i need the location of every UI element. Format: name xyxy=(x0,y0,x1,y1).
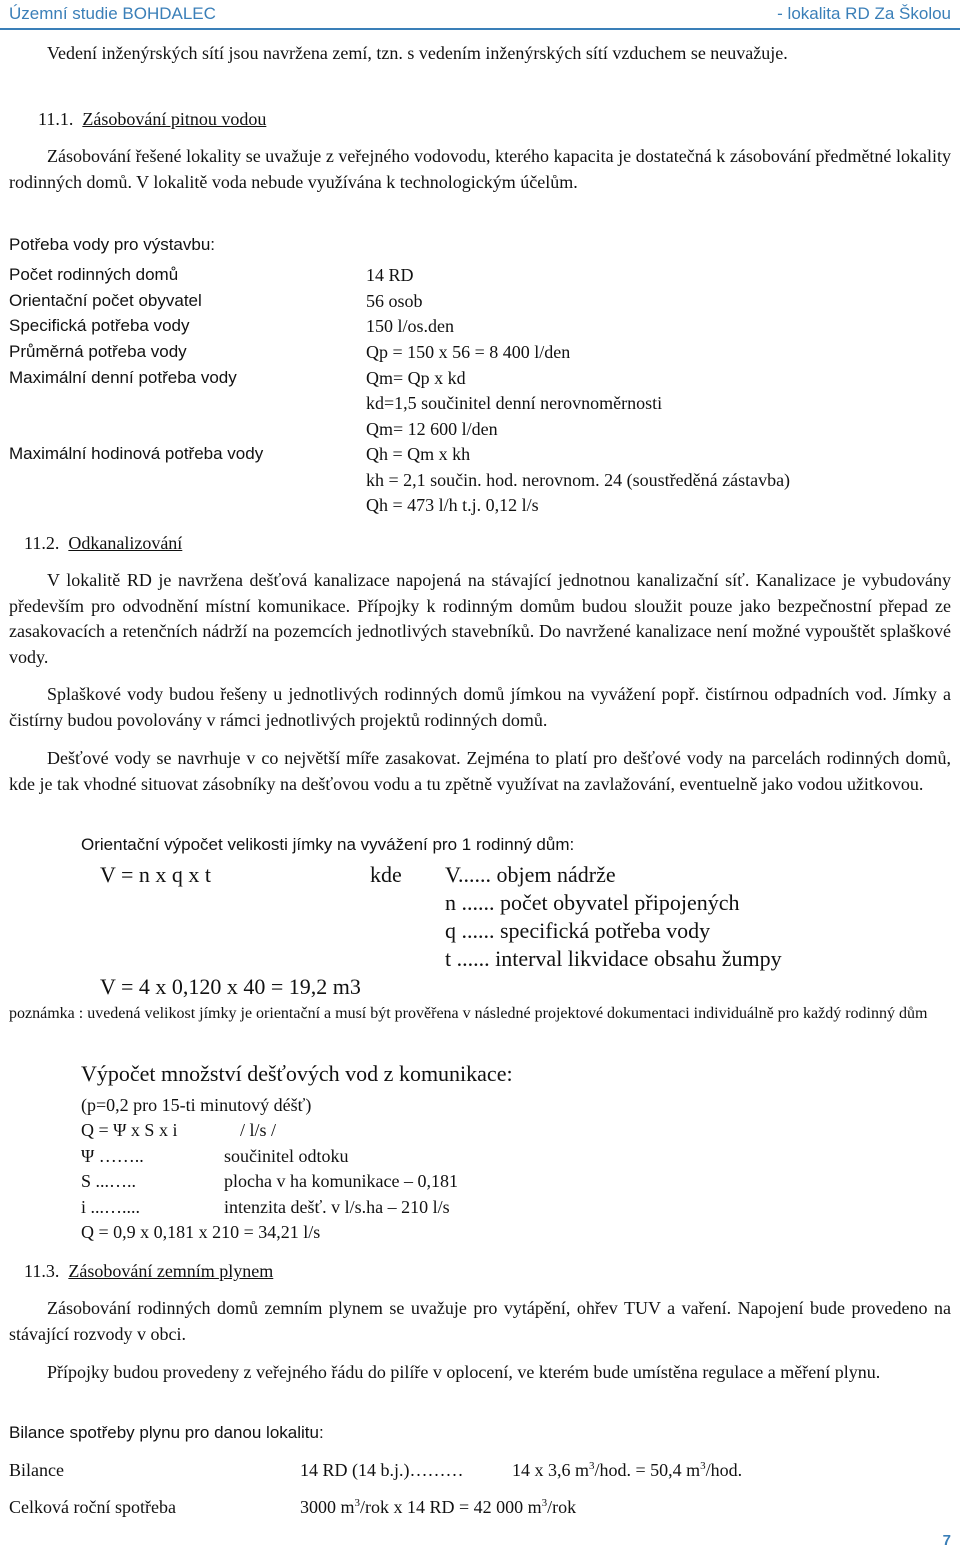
sewer-paragraph-1: V lokalitě RD je navržena dešťová kanalizace napojená na stávající jednotnou kanalizační síť. Kanalizace je vybudovány především pro odvodnění místní komunikace. Přípojky k rodinným domům budou sloužit pouze jako bezpečnostní přepad ze zasakovacích a retenčních nádrží na pozemcích jednotlivých stavebníků. Do navržené kanalizace není možné vypouštět splaškové vody. xyxy=(9,570,951,667)
page-number: 7 xyxy=(942,1532,951,1549)
tank-var: q ...... specifická potřeba vody xyxy=(445,918,711,943)
need-label: Specifická potřeba vody xyxy=(9,316,190,335)
rain-line: S ...….. xyxy=(81,1171,137,1191)
gas-balance-title: Bilance spotřeby plynu pro danou lokalitu: xyxy=(9,1423,324,1442)
tank-var: V...... objem nádrže xyxy=(445,862,616,887)
tank-calc-title: Orientační výpočet velikosti jímky na vyvážení pro 1 rodinný dům: xyxy=(81,835,575,854)
rain-line-desc: součinitel odtoku xyxy=(224,1146,349,1166)
need-label: Orientační počet obyvatel xyxy=(9,291,202,310)
total-label: Celková roční spotřeba xyxy=(9,1497,176,1517)
water-need-title: Potřeba vody pro výstavbu: xyxy=(9,235,216,254)
rain-line: i ...….... xyxy=(81,1197,141,1217)
header-rule xyxy=(0,28,960,30)
need-value: kd=1,5 součinitel denní nerovnoměrnosti xyxy=(366,393,663,413)
need-label: Průměrná potřeba vody xyxy=(9,342,187,361)
gas-paragraph-1: Zásobování rodinných domů zemním plynem se uvažuje pro vytápění, ohřev TUV a vaření. Napojení bude provedeno na stávající rozvody v obci. xyxy=(9,1298,951,1344)
bilance-value: 14 x 3,6 $m^3$/hod. = 50,4 $m^3$/hod. xyxy=(512,1460,743,1480)
tank-result: V = 4 x 0,120 x 40 = 19,2 m3 xyxy=(100,974,361,999)
tank-var: t ...... interval likvidace obsahu žumpy xyxy=(445,946,782,971)
section-11-3-heading: 11.3. Zásobování zemním plynem xyxy=(24,1261,274,1281)
gas-paragraph-2: Přípojky budou provedeny z veřejného řádu do pilíře v oplocení, ve kterém bude umístěna regulace a měření plynu. xyxy=(47,1362,881,1382)
need-value: 150 l/os.den xyxy=(366,316,454,336)
need-value: 14 RD xyxy=(366,265,414,285)
rain-line: (p=0,2 pro 15-ti minutový déšť) xyxy=(81,1095,312,1115)
bilance-label: Bilance xyxy=(9,1460,64,1480)
page-header xyxy=(0,0,960,30)
need-label: Maximální denní potřeba vody xyxy=(9,368,237,387)
rain-line-desc: intenzita dešť. v l/s.ha – 210 l/s xyxy=(224,1197,450,1217)
need-value: Qm= 12 600 l/den xyxy=(366,419,498,439)
tank-note: poznámka : uvedená velikost jímky je orientační a musí být prověřena v následné projektové dokumentaci individuálně pro každý rodinný dům xyxy=(9,1005,928,1022)
rain-line: Ψ …….. xyxy=(81,1146,144,1166)
section-11-1-heading: 11.1. Zásobování pitnou vodou xyxy=(38,109,267,129)
water-supply-paragraph: Zásobování řešené lokality se uvažuje z veřejného vodovodu, kterého kapacita je dostatečná k zásobování předmětné lokality rodinných domů. V lokalitě voda nebude využívána k technologickým účelům. xyxy=(9,146,951,192)
total-value: 3000 $m^3$/rok x 14 RD = 42 000 $m^3$/rok xyxy=(300,1497,577,1517)
need-value: 56 osob xyxy=(366,291,423,311)
rain-line-desc: / l/s / xyxy=(240,1120,277,1140)
need-value: kh = 2,1 součin. hod. nerovnom. 24 (soustředěná zástavba) xyxy=(366,470,791,490)
section-11-2-heading: 11.2. Odkanalizování xyxy=(24,533,183,553)
need-value: Qh = 473 l/h t.j. 0,12 l/s xyxy=(366,495,539,515)
intro-paragraph: Vedení inženýrských sítí jsou navržena zemí, tzn. s vedením inženýrských sítí vzduchem se neuvažuje. xyxy=(47,43,788,63)
tank-formula: V = n x q x t xyxy=(100,862,212,887)
tank-var: n ...... počet obyvatel připojených xyxy=(445,890,740,915)
header-left: Územní studie BOHDALEC xyxy=(9,4,216,23)
sewer-paragraph-2: Splaškové vody budou řešeny u jednotlivých rodinných domů jímkou na vyvážení popř. čistírnou odpadních vod. Jímky a čistírny budou povolovány v rámci jednotlivých projektů rodinných domů. xyxy=(9,684,951,730)
need-label: Počet rodinných domů xyxy=(9,265,179,284)
rain-result: Q = 0,9 x 0,181 x 210 = 34,21 l/s xyxy=(81,1222,321,1242)
rain-calc-title: Výpočet množství dešťových vod z komunikace: xyxy=(81,1061,513,1086)
rain-line: Q = Ψ x S x i xyxy=(81,1120,178,1140)
sewer-paragraph-3: Dešťové vody se navrhuje v co největší míře zasakovat. Zejména to platí pro dešťové vody na parcelách rodinných domů, kde je tak vhodné situovat zásobníky na dešťovou vodu a tu zpětně využívat na zavlažování, eventuelně jako vodou užitkovou. xyxy=(9,748,951,794)
need-value: Qh = Qm x kh xyxy=(366,444,471,464)
need-value: Qm= Qp x kd xyxy=(366,368,466,388)
header-right: - lokalita RD Za Školou xyxy=(777,4,951,23)
rain-line-desc: plocha v ha komunikace – 0,181 xyxy=(224,1171,458,1191)
need-value: Qp = 150 x 56 = 8 400 l/den xyxy=(366,342,571,362)
tank-kde: kde xyxy=(370,862,402,887)
need-label: Maximální hodinová potřeba vody xyxy=(9,444,264,463)
bilance-units: 14 RD (14 b.j.)……… xyxy=(300,1460,464,1480)
